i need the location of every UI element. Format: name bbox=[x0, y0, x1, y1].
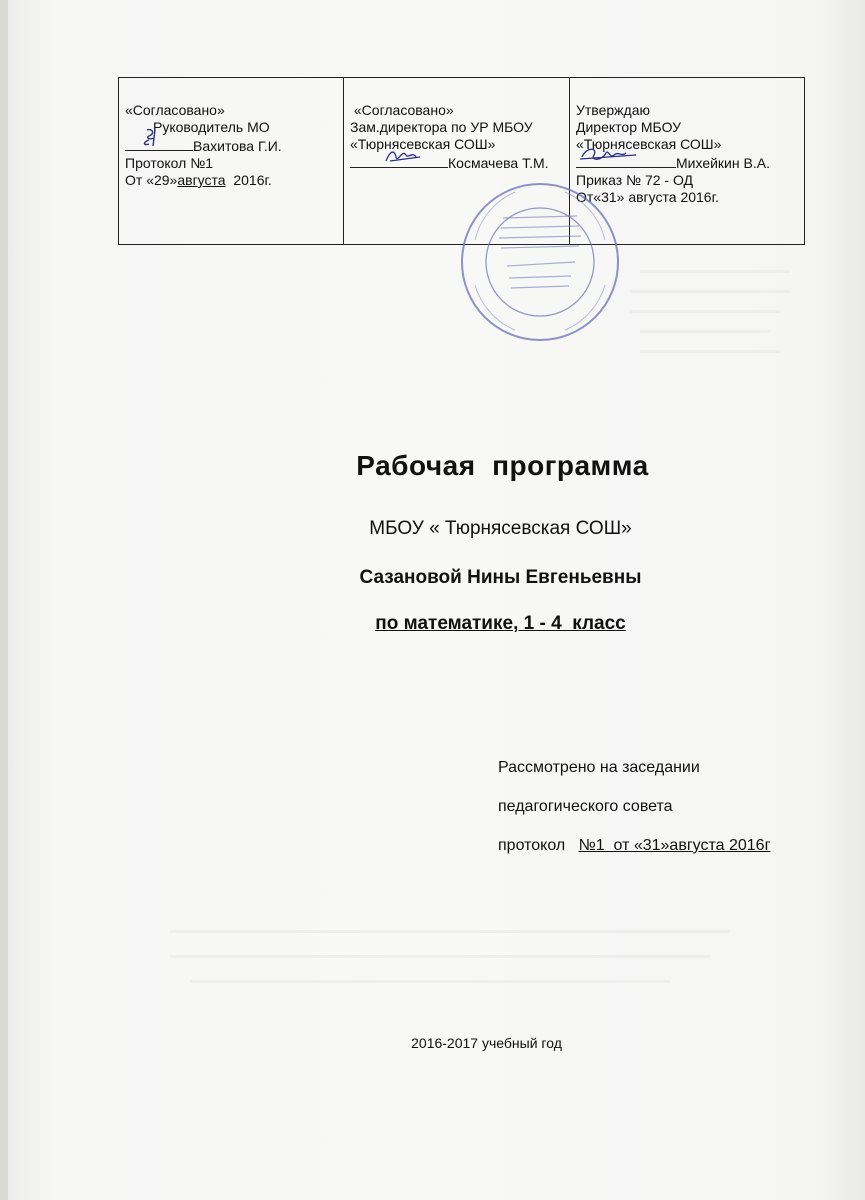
protocol-label: протокол bbox=[498, 837, 579, 854]
bleed-mark bbox=[190, 980, 670, 983]
subject-line: по математике, 1 - 4 класс bbox=[375, 613, 626, 634]
date-month: августа bbox=[177, 172, 226, 188]
approval-mo bbox=[119, 78, 344, 245]
approval-role: Директор МБОУ bbox=[576, 119, 682, 135]
approval-date: От«31» августа 2016г. bbox=[576, 189, 719, 205]
approval-role: Руководитель МО bbox=[153, 119, 270, 135]
approval-date bbox=[125, 172, 337, 189]
approval-heading: «Согласовано» bbox=[125, 102, 225, 118]
approval-heading: «Согласовано» bbox=[350, 102, 454, 118]
approval-school: «Тюрнясевская СОШ» bbox=[576, 136, 722, 152]
signature bbox=[576, 153, 676, 168]
bleed-mark bbox=[630, 290, 790, 293]
review-block bbox=[498, 748, 770, 865]
signature-line bbox=[350, 153, 563, 172]
review-line: педагогического совета bbox=[498, 798, 673, 815]
signature bbox=[125, 136, 193, 151]
bleed-mark bbox=[170, 955, 710, 958]
review-protocol bbox=[498, 826, 770, 865]
protocol-date: №1 от «31»августа 2016г bbox=[578, 837, 771, 854]
bleed-mark bbox=[630, 310, 780, 313]
signature bbox=[350, 153, 448, 168]
school-name: МБОУ « Тюрнясевская СОШ» bbox=[369, 518, 632, 539]
date-prefix: От «29» bbox=[125, 172, 178, 188]
academic-year: 2016-2017 учебный год bbox=[411, 1035, 562, 1051]
order-number: Приказ № 72 - ОД bbox=[576, 172, 694, 188]
approval-name: Вахитова Г.И. bbox=[193, 138, 282, 154]
scan-edge bbox=[0, 0, 8, 1200]
review-line: Рассмотрено на заседании bbox=[498, 759, 700, 776]
signature-line bbox=[125, 136, 337, 155]
official-stamp bbox=[455, 180, 625, 345]
bleed-mark bbox=[170, 930, 730, 933]
approval-name: Михейкин В.А. bbox=[676, 155, 770, 171]
protocol-number: Протокол №1 bbox=[125, 155, 213, 171]
date-year: 2016г. bbox=[225, 172, 272, 188]
bleed-mark bbox=[640, 350, 780, 353]
approval-name: Космачева Т.М. bbox=[448, 155, 549, 171]
approval-role: Зам.директора по УР МБОУ bbox=[350, 119, 533, 135]
document-title: Рабочая программа bbox=[356, 450, 649, 481]
bleed-mark bbox=[640, 270, 790, 273]
author-name: Сазановой Нины Евгеньевны bbox=[359, 567, 642, 588]
signature-line bbox=[576, 153, 798, 172]
approval-school: «Тюрнясевская СОШ» bbox=[350, 136, 496, 152]
approval-heading: Утверждаю bbox=[576, 102, 650, 118]
bleed-mark bbox=[640, 330, 770, 333]
